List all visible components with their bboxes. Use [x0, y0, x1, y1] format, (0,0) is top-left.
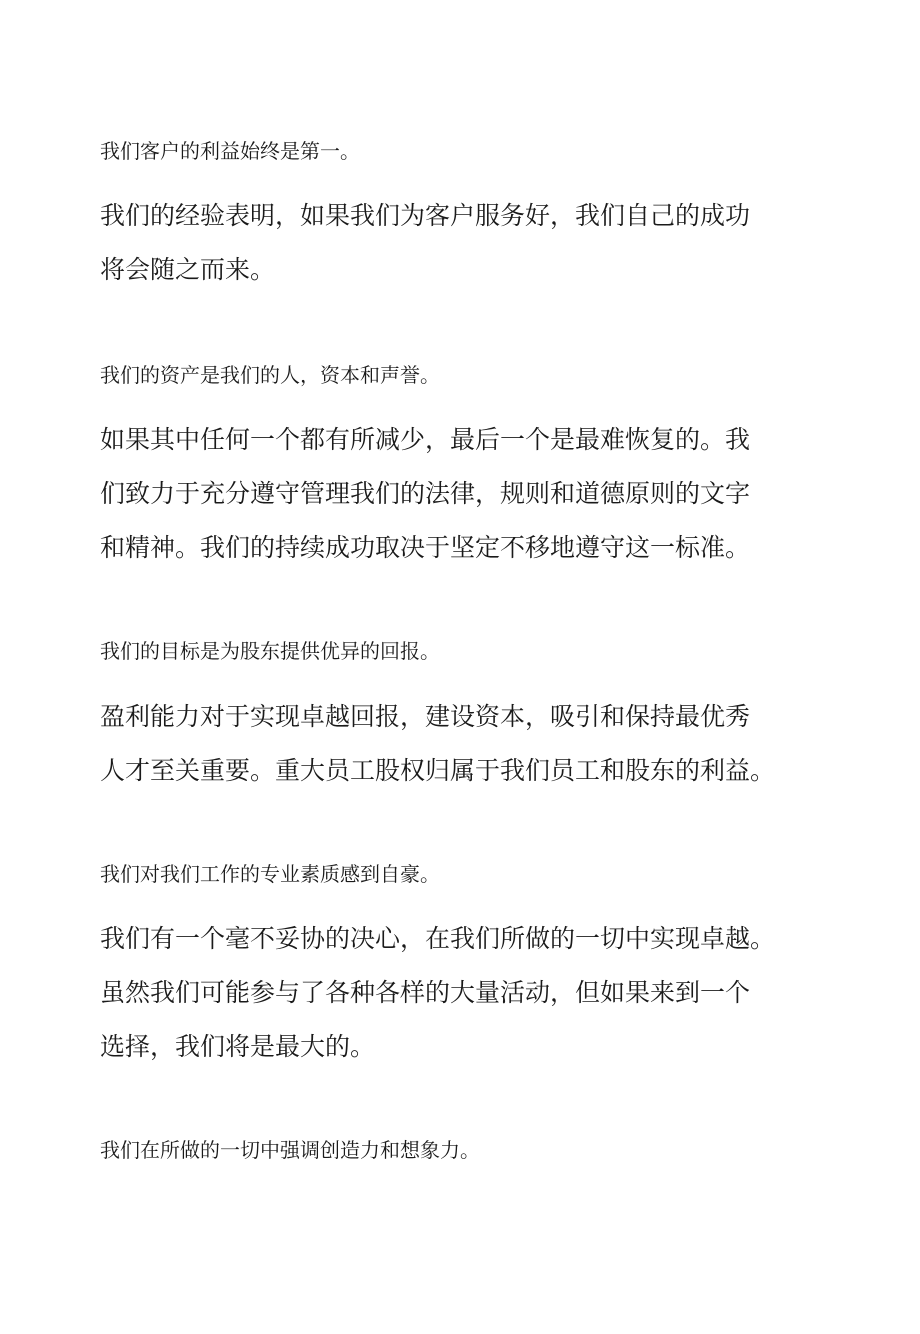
section-paragraph-2: [100, 413, 820, 575]
section-paragraph-3: [100, 690, 820, 798]
section-heading-5: 我们在所做的一切中强调创造力和想象力。: [100, 1138, 480, 1162]
section-heading-1: 我们客户的利益始终是第一。: [100, 139, 360, 163]
paragraph-line: 如果其中任何一个都有所减少，最后一个是最难恢复的。我: [100, 425, 751, 454]
paragraph-line: 人才至关重要。重大员工股权归属于我们员工和股东的利益。: [100, 756, 776, 785]
paragraph-line: 盈利能力对于实现卓越回报，建设资本，吸引和保持最优秀: [100, 702, 751, 731]
section-paragraph-1: [100, 189, 820, 297]
paragraph-line: 和精神。我们的持续成功取决于坚定不移地遵守这一标准。: [100, 533, 751, 562]
section-heading-2: 我们的资产是我们的人，资本和声誉。: [100, 363, 440, 387]
paragraph-line: 选择，我们将是最大的。: [100, 1032, 376, 1061]
paragraph-line: 们致力于充分遵守管理我们的法律，规则和道德原则的文字: [100, 479, 751, 508]
paragraph-line: 我们的经验表明，如果我们为客户服务好，我们自己的成功: [100, 201, 751, 230]
section-heading-4: 我们对我们工作的专业素质感到自豪。: [100, 862, 440, 886]
section-heading-3: 我们的目标是为股东提供优异的回报。: [100, 639, 440, 663]
paragraph-line: 我们有一个毫不妥协的决心，在我们所做的一切中实现卓越。: [100, 924, 776, 953]
paragraph-line: 虽然我们可能参与了各种各样的大量活动，但如果来到一个: [100, 978, 751, 1007]
section-paragraph-4: [100, 912, 820, 1074]
paragraph-line: 将会随之而来。: [100, 255, 276, 284]
